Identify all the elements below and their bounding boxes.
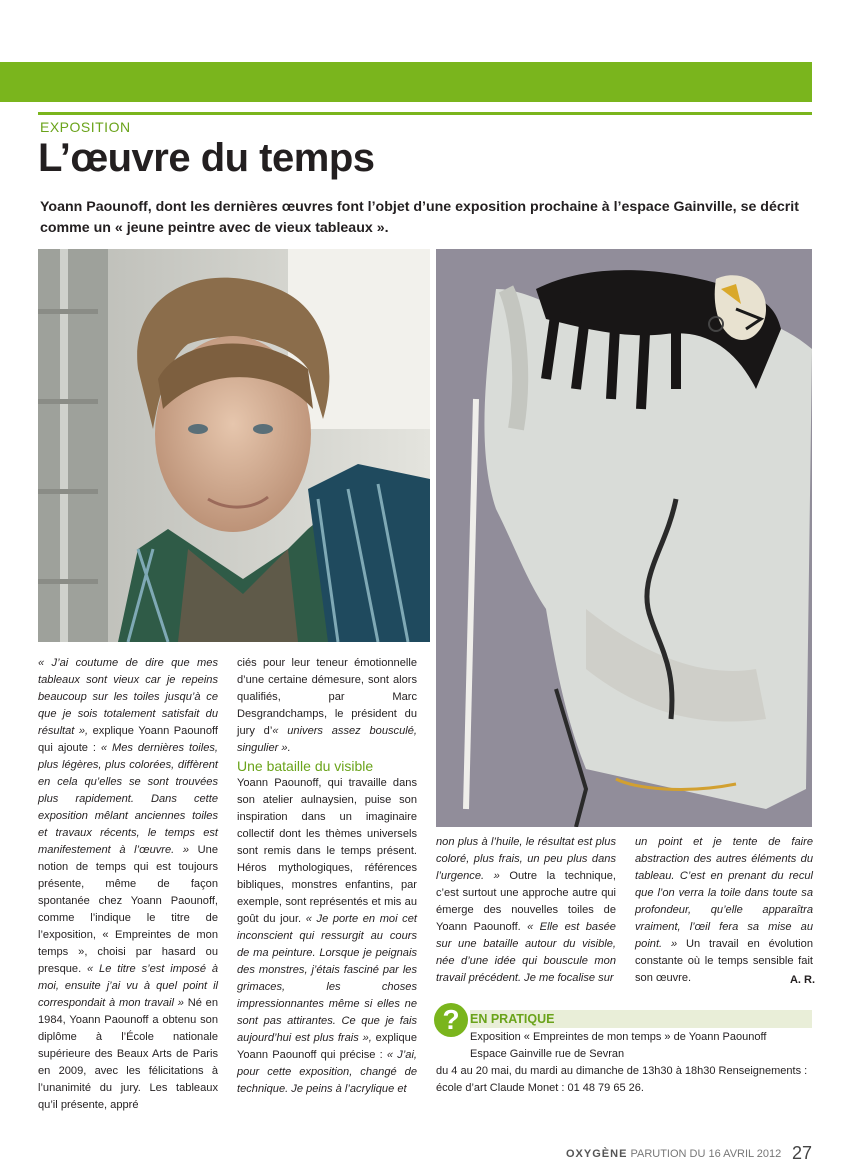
quote-text: « Le titre s’est imposé à moi, ensuite j’ai vu à quel point il correspondait à mon travail » bbox=[38, 963, 219, 1009]
pratique-line-3: du 4 au 20 mai, du mardi au dimanche de 13h30 à 18h30 Renseignements : bbox=[436, 1065, 808, 1077]
pratique-line-4: école d’art Claude Monet : 01 48 79 65 26. bbox=[436, 1082, 644, 1094]
body-text: explique Yoann Paounoff qui précise : bbox=[237, 1032, 417, 1061]
quote-text: non plus à l’huile, le résultat est plus coloré, plus frais, un peu plus dans l’urgence. » bbox=[436, 836, 616, 882]
page-title: L’œuvre du temps bbox=[38, 136, 375, 180]
pratique-line-1: Exposition « Empreintes de mon temps » de Yoann Paounoff bbox=[470, 1031, 767, 1043]
quote-text: « Mes dernières toiles, plus légères, plus colorées, diffèrent en cela qu’elles se sont trouvées plus rapidement. Dans cette exposition mêlant anciennes toiles et travaux récents, le temps est manifestement à l’œuvre. » bbox=[38, 742, 218, 856]
footer-line bbox=[566, 1148, 781, 1160]
section-kicker: EXPOSITION bbox=[40, 119, 131, 135]
issue-date: PARUTION DU 16 AVRIL 2012 bbox=[630, 1148, 782, 1160]
header-rule bbox=[38, 112, 812, 115]
lead-paragraph: Yoann Paounoff, dont les dernières œuvres font l’objet d’une exposition prochaine à l’espace Gainville, se décrit comme un « jeune peintre avec de vieux tableaux ». bbox=[40, 199, 799, 236]
quote-text: « Elle est basée sur une bataille autour du visible, née d’une idée qui bouscule mon travail précédent. Je me focalise sur bbox=[436, 921, 616, 984]
article-column-4 bbox=[635, 834, 813, 987]
page-number: 27 bbox=[792, 1143, 813, 1163]
pull-quote: « J’ai coutume de dire que mes tableaux sont vieux car je repeins beaucoup sur les toiles jusqu’à ce que je sois totalement satisfait du résultat », bbox=[38, 657, 218, 737]
subheading: Une bataille du visible bbox=[237, 758, 374, 774]
painting-image bbox=[436, 249, 812, 827]
pratique-line-2: Espace Gainville rue de Sevran bbox=[470, 1048, 625, 1060]
quote-text: « J’ai, pour cette exposition, changé de technique. Je peins à l’acrylique et bbox=[237, 1049, 417, 1095]
quote-text: « univers assez bousculé, singulier ». bbox=[237, 725, 417, 754]
author-signature: A. R. bbox=[789, 974, 815, 986]
body-text: Un travail en évolution constante où le temps sensible fait son œuvre. bbox=[635, 938, 813, 984]
magazine-name: OXYGÈNE bbox=[566, 1148, 628, 1160]
quote-text: un point et je tente de faire abstraction des autres éléments du tableau. C’est en prenant du recul que l’on verra la toile dans toute sa profondeur, qu’elle apparaîtra vraiment, l’œil fera sa mise au point. » bbox=[635, 836, 813, 950]
article-column-3 bbox=[436, 834, 616, 987]
body-text: Né en 1984, Yoann Paounoff a obtenu son diplôme à l’École nationale supérieure des Beaux Arts de Paris en 2009, avec les félicitations à l’unanimité du jury. Les tableaux qu’il présente, appré bbox=[38, 997, 219, 1111]
header-color-band bbox=[0, 62, 812, 102]
portrait-photo bbox=[38, 249, 430, 642]
quote-text: « Je porte en moi cet inconscient qui ressurgit au cours de ma peinture. Lorsque je peignais des monstres, j’étais fasciné par les grimaces, les choses impressionnantes même si elles ne sont pas attirantes. Ce que je fais aujourd’hui est plus frais », bbox=[237, 913, 417, 1044]
body-text: Une notion de temps qui est toujours présente, même de façon spontanée chez Yoann Paounoff, comme l’indique le titre de l’exposition, « Empreintes de mon temps », choisi par hasard ou presque. bbox=[38, 844, 218, 975]
article-column-1 bbox=[38, 655, 218, 1114]
body-text: Outre la technique, c’est surtout une approche autre qui émerge des nouvelles toiles de Yoann Paounoff. bbox=[436, 870, 616, 933]
question-mark-icon: ? bbox=[434, 1003, 468, 1037]
body-text: ciés pour leur teneur émotionnelle d’une certaine démesure, sont alors qualifiés, par Marc Desgrandchamps, le président du jury d’ bbox=[237, 657, 417, 737]
article-column-2 bbox=[237, 655, 417, 1098]
body-text: explique Yoann Paounoff qui ajoute : bbox=[38, 725, 218, 754]
body-text: Yoann Paounoff, qui travaille dans son atelier aulnaysien, puise son inspiration dans un imaginaire collectif dont les thèmes universels sont remis dans le temps présent. Héros mythologiques, références bibliques, monstres enfantins, par exemple, sont représentés et mis au goût du jour. bbox=[237, 777, 417, 925]
pratique-label: EN PRATIQUE bbox=[470, 1012, 555, 1026]
